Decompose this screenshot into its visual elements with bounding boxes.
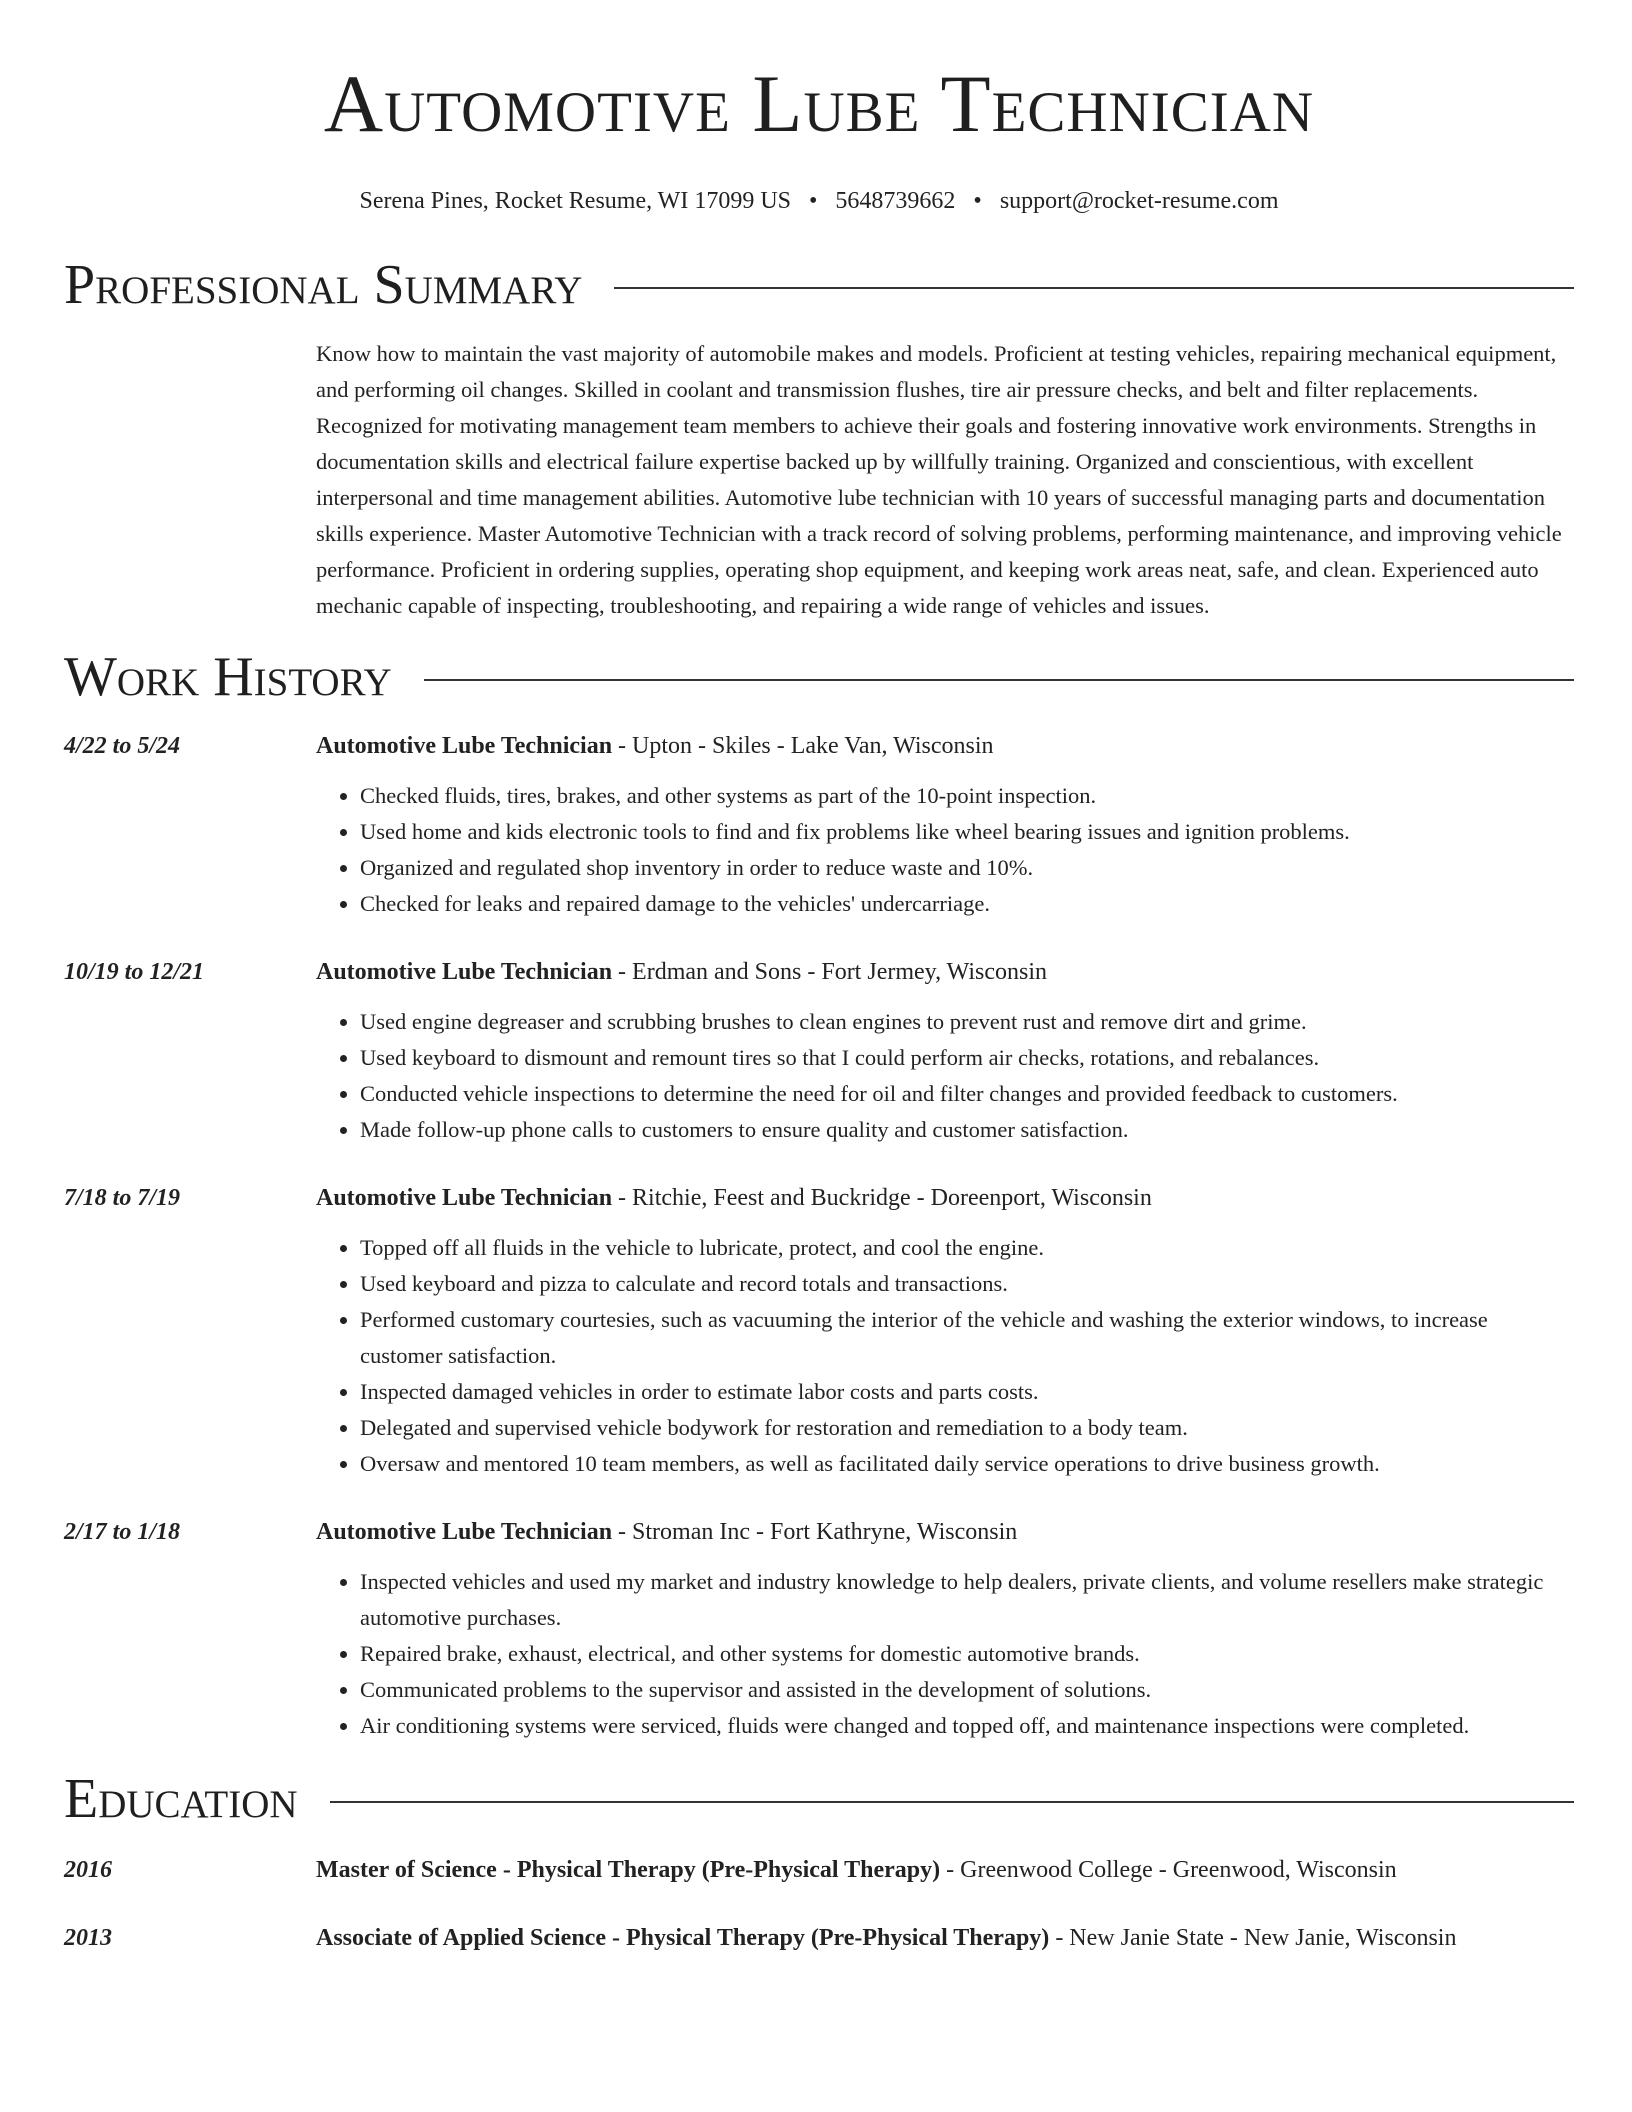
job-entry bbox=[64, 1180, 1574, 1482]
education-school-location: - New Janie State - New Janie, Wisconsin bbox=[1049, 1925, 1457, 1951]
section-divider bbox=[614, 287, 1574, 289]
job-bullet: • Topped off all fluids in the vehicle to lubricate, protect, and cool the engine. bbox=[360, 1230, 1574, 1266]
section-header-work-history bbox=[64, 644, 1574, 710]
job-bullet: • Checked for leaks and repaired damage to the vehicles' undercarriage. bbox=[360, 886, 1574, 922]
job-headline bbox=[316, 728, 1574, 764]
job-employer-location: - Stroman Inc - Fort Kathryne, Wisconsin bbox=[612, 1519, 1018, 1545]
job-bullet: • Made follow-up phone calls to customers to ensure quality and customer satisfaction. bbox=[360, 1112, 1574, 1148]
job-bullets bbox=[316, 1004, 1574, 1148]
job-title: Automotive Lube Technician bbox=[316, 959, 613, 985]
job-entry bbox=[64, 728, 1574, 922]
education-school-location: - Greenwood College - Greenwood, Wisconsin bbox=[940, 1857, 1397, 1883]
job-bullet: • Used keyboard and pizza to calculate and record totals and transactions. bbox=[360, 1266, 1574, 1302]
job-bullet: • Delegated and supervised vehicle bodywork for restoration and remediation to a body team. bbox=[360, 1410, 1574, 1446]
education-year: 2016 bbox=[64, 1857, 112, 1883]
job-bullet: • Used home and kids electronic tools to find and fix problems like wheel bearing issues and ignition problems. bbox=[360, 814, 1574, 850]
job-entry bbox=[64, 1514, 1574, 1744]
contact-address: Serena Pines, Rocket Resume, WI 17099 US bbox=[359, 188, 791, 214]
job-bullet: • Organized and regulated shop inventory in order to reduce waste and 10%. bbox=[360, 850, 1574, 886]
education-headline bbox=[316, 1852, 1574, 1888]
job-employer-location: - Ritchie, Feest and Buckridge - Doreenport, Wisconsin bbox=[612, 1185, 1152, 1211]
section-divider bbox=[424, 679, 1574, 681]
job-bullet: • Inspected damaged vehicles in order to estimate labor costs and parts costs. bbox=[360, 1374, 1574, 1410]
job-bullets bbox=[316, 1230, 1574, 1482]
job-bullet: • Checked fluids, tires, brakes, and other systems as part of the 10-point inspection. bbox=[360, 778, 1574, 814]
summary-text: Know how to maintain the vast majority of automobile makes and models. Proficient at testing vehicles, repairing mechanical equipment, and performing oil changes. Skilled in coolant and transmission flushes, tire air pressure checks, and belt and filter replacements. Recognized for motivating management team members to achieve their goals and fostering innovative work environments. Strengths in documentation skills and electrical failure expertise backed up by willfully training. Organized and conscientious, with excellent interpersonal and time management abilities. Automotive lube technician with 10 years of successful managing parts and documentation skills experience. Master Automotive Technician with a track record of solving problems, performing maintenance, and improving vehicle performance. Proficient in ordering supplies, operating shop equipment, and keeping work areas neat, safe, and clean. Experienced auto mechanic capable of inspecting, troubleshooting, and repairing a wide range of vehicles and issues. bbox=[316, 341, 1562, 618]
job-dates: 4/22 to 5/24 bbox=[64, 733, 181, 759]
job-bullet: • Air conditioning systems were serviced, fluids were changed and topped off, and maintenance inspections were completed. bbox=[360, 1708, 1574, 1744]
job-headline bbox=[316, 1514, 1574, 1550]
contact-line bbox=[64, 186, 1574, 216]
education-degree: Associate of Applied Science - Physical Therapy (Pre-Physical Therapy) bbox=[316, 1925, 1050, 1951]
job-bullets bbox=[316, 1564, 1574, 1744]
contact-email: support@rocket-resume.com bbox=[999, 188, 1279, 214]
job-title: Automotive Lube Technician bbox=[316, 1185, 613, 1211]
education-headline bbox=[316, 1920, 1574, 1956]
section-header-summary bbox=[64, 252, 1574, 318]
job-entry bbox=[64, 954, 1574, 1148]
job-bullet: • Used keyboard to dismount and remount tires so that I could perform air checks, rotations, and rebalances. bbox=[360, 1040, 1574, 1076]
job-dates: 7/18 to 7/19 bbox=[64, 1185, 181, 1211]
job-employer-location: - Upton - Skiles - Lake Van, Wisconsin bbox=[612, 733, 994, 759]
education-entry bbox=[64, 1920, 1574, 1956]
section-title-work-history: Work History bbox=[64, 646, 392, 708]
job-bullet: • Conducted vehicle inspections to determine the need for oil and filter changes and provided feedback to customers. bbox=[360, 1076, 1574, 1112]
job-title: Automotive Lube Technician bbox=[316, 733, 613, 759]
section-divider bbox=[330, 1801, 1574, 1803]
education-entry bbox=[64, 1852, 1574, 1888]
resume-title: Automotive Lube Technician bbox=[323, 58, 1315, 149]
job-bullet: • Oversaw and mentored 10 team members, as well as facilitated daily service operations to drive business growth. bbox=[360, 1446, 1574, 1482]
job-title: Automotive Lube Technician bbox=[316, 1519, 613, 1545]
section-header-education bbox=[64, 1766, 1574, 1832]
education-year: 2013 bbox=[64, 1925, 112, 1951]
education-degree: Master of Science - Physical Therapy (Pre-Physical Therapy) bbox=[316, 1857, 941, 1883]
job-bullet: • Inspected vehicles and used my market and industry knowledge to help dealers, private clients, and volume resellers make strategic automotive purchases. bbox=[360, 1564, 1574, 1636]
section-title-education: Education bbox=[64, 1768, 298, 1830]
job-bullet: • Repaired brake, exhaust, electrical, and other systems for domestic automotive brands. bbox=[360, 1636, 1574, 1672]
job-bullet: • Performed customary courtesies, such as vacuuming the interior of the vehicle and washing the exterior windows, to increase customer satisfaction. bbox=[360, 1302, 1574, 1374]
job-headline bbox=[316, 954, 1574, 990]
job-bullet: • Used engine degreaser and scrubbing brushes to clean engines to prevent rust and remove dirt and grime. bbox=[360, 1004, 1574, 1040]
job-bullet: • Communicated problems to the supervisor and assisted in the development of solutions. bbox=[360, 1672, 1574, 1708]
job-headline bbox=[316, 1180, 1574, 1216]
job-bullets bbox=[316, 778, 1574, 922]
contact-phone: 5648739662 bbox=[835, 188, 956, 214]
contact-separator: • bbox=[809, 188, 818, 214]
job-dates: 10/19 to 12/21 bbox=[64, 959, 205, 985]
contact-separator: • bbox=[973, 188, 982, 214]
job-dates: 2/17 to 1/18 bbox=[64, 1519, 181, 1545]
section-title-summary: Professional Summary bbox=[64, 254, 583, 316]
resume-page bbox=[64, 0, 1574, 1956]
job-employer-location: - Erdman and Sons - Fort Jermey, Wisconsin bbox=[612, 959, 1048, 985]
